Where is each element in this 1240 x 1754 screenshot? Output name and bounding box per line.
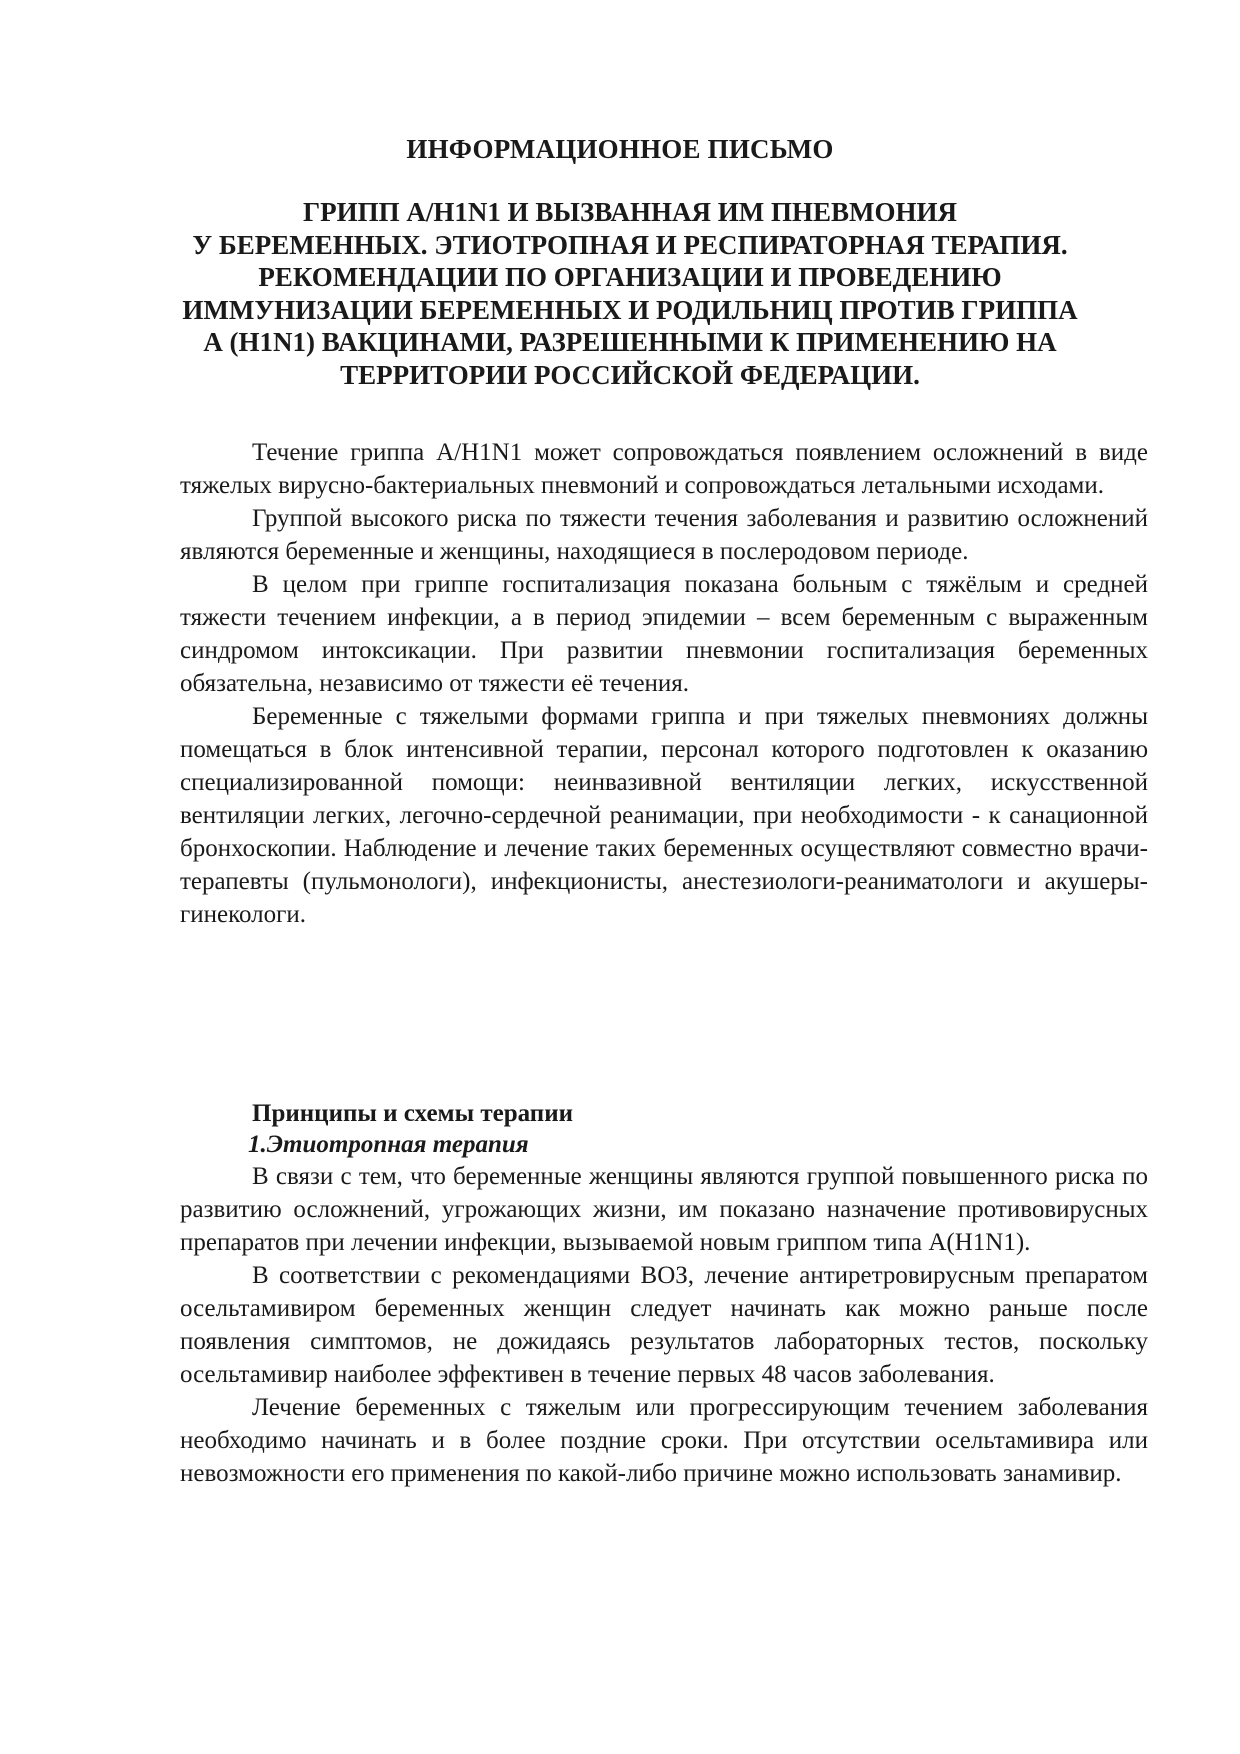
body-paragraph: Беременные с тяжелыми формами гриппа и при тяжелых пневмониях должны помещаться в блок интенсивной терапии, персонал которого подготовлен к оказанию специализированной помощи: неинвазивной вентиляции легких, искусственной вентиляции легких, легочно-сердечной реанимации, при необходимости - к санационной бронхоскопии. Наблюдение и лечение таких беременных осуществляют совместно врачи-терапевты (пульмонологи), инфекционисты, анестезиологи-реаниматологи и акушеры-гинекологи.	[180, 703, 1148, 928]
title-line: РЕКОМЕНДАЦИИ ПО ОРГАНИЗАЦИИ И ПРОВЕДЕНИЮ	[258, 262, 1002, 292]
body-paragraph: Течение гриппа А/H1N1 может сопровождаться появлением осложнений в виде тяжелых вирусно-бактериальных пневмоний и сопровождаться летальными исходами.	[180, 439, 1148, 499]
subsection-heading: 1.Этиотропная терапия	[248, 1131, 529, 1158]
title-line: ТЕРРИТОРИИ РОССИЙСКОЙ ФЕДЕРАЦИИ.	[340, 359, 920, 390]
therapy-section	[180, 1098, 1148, 1490]
document-title	[150, 196, 1110, 391]
body-paragraph: Группой высокого риска по тяжести течения заболевания и развитию осложнений являются беременные и женщины, находящиеся в послеродовом периоде.	[180, 505, 1148, 565]
title-line: ИММУНИЗАЦИИ БЕРЕМЕННЫХ И РОДИЛЬНИЦ ПРОТИВ ГРИППА	[182, 294, 1078, 325]
title-line: У БЕРЕМЕННЫХ. ЭТИОТРОПНАЯ И РЕСПИРАТОРНАЯ ТЕРАПИЯ.	[192, 229, 1068, 260]
title-line: А (H1N1) ВАКЦИНАМИ, РАЗРЕШЕННЫМИ К ПРИМЕНЕНИЮ НА	[203, 327, 1057, 357]
title-line: ГРИПП А/H1N1 И ВЫЗВАННАЯ ИМ ПНЕВМОНИЯ	[303, 197, 957, 227]
body-paragraph: Лечение беременных с тяжелым или прогрессирующим течением заболевания необходимо начинать и в более поздние сроки. При отсутствии осельтамивира или невозможности его применения по какой-либо причине можно использовать занамивир.	[180, 1394, 1148, 1487]
section-heading: Принципы и схемы терапии	[252, 1100, 573, 1127]
body-paragraph: В целом при гриппе госпитализация показана больным с тяжёлым и средней тяжести течением инфекции, а в период эпидемии – всем беременным с выраженным синдромом интоксикации. При развитии пневмонии госпитализация беременных обязательна, независимо от тяжести её течения.	[180, 571, 1148, 697]
body-paragraph: В связи с тем, что беременные женщины являются группой повышенного риска по развитию осложнений, угрожающих жизни, им показано назначение противовирусных препаратов при лечении инфекции, вызываемой новым гриппом типа А(H1N1).	[180, 1163, 1148, 1256]
intro-section	[180, 436, 1148, 931]
letter-type-heading: ИНФОРМАЦИОННОЕ ПИСЬМО	[406, 134, 834, 164]
body-paragraph: В соответствии с рекомендациями ВОЗ, лечение антиретровирусным препаратом осельтамивиром беременных женщин следует начинать как можно раньше после появления симптомов, не дожидаясь результатов лабораторных тестов, поскольку осельтамивир наиболее эффективен в течение первых 48 часов заболевания.	[180, 1262, 1148, 1388]
